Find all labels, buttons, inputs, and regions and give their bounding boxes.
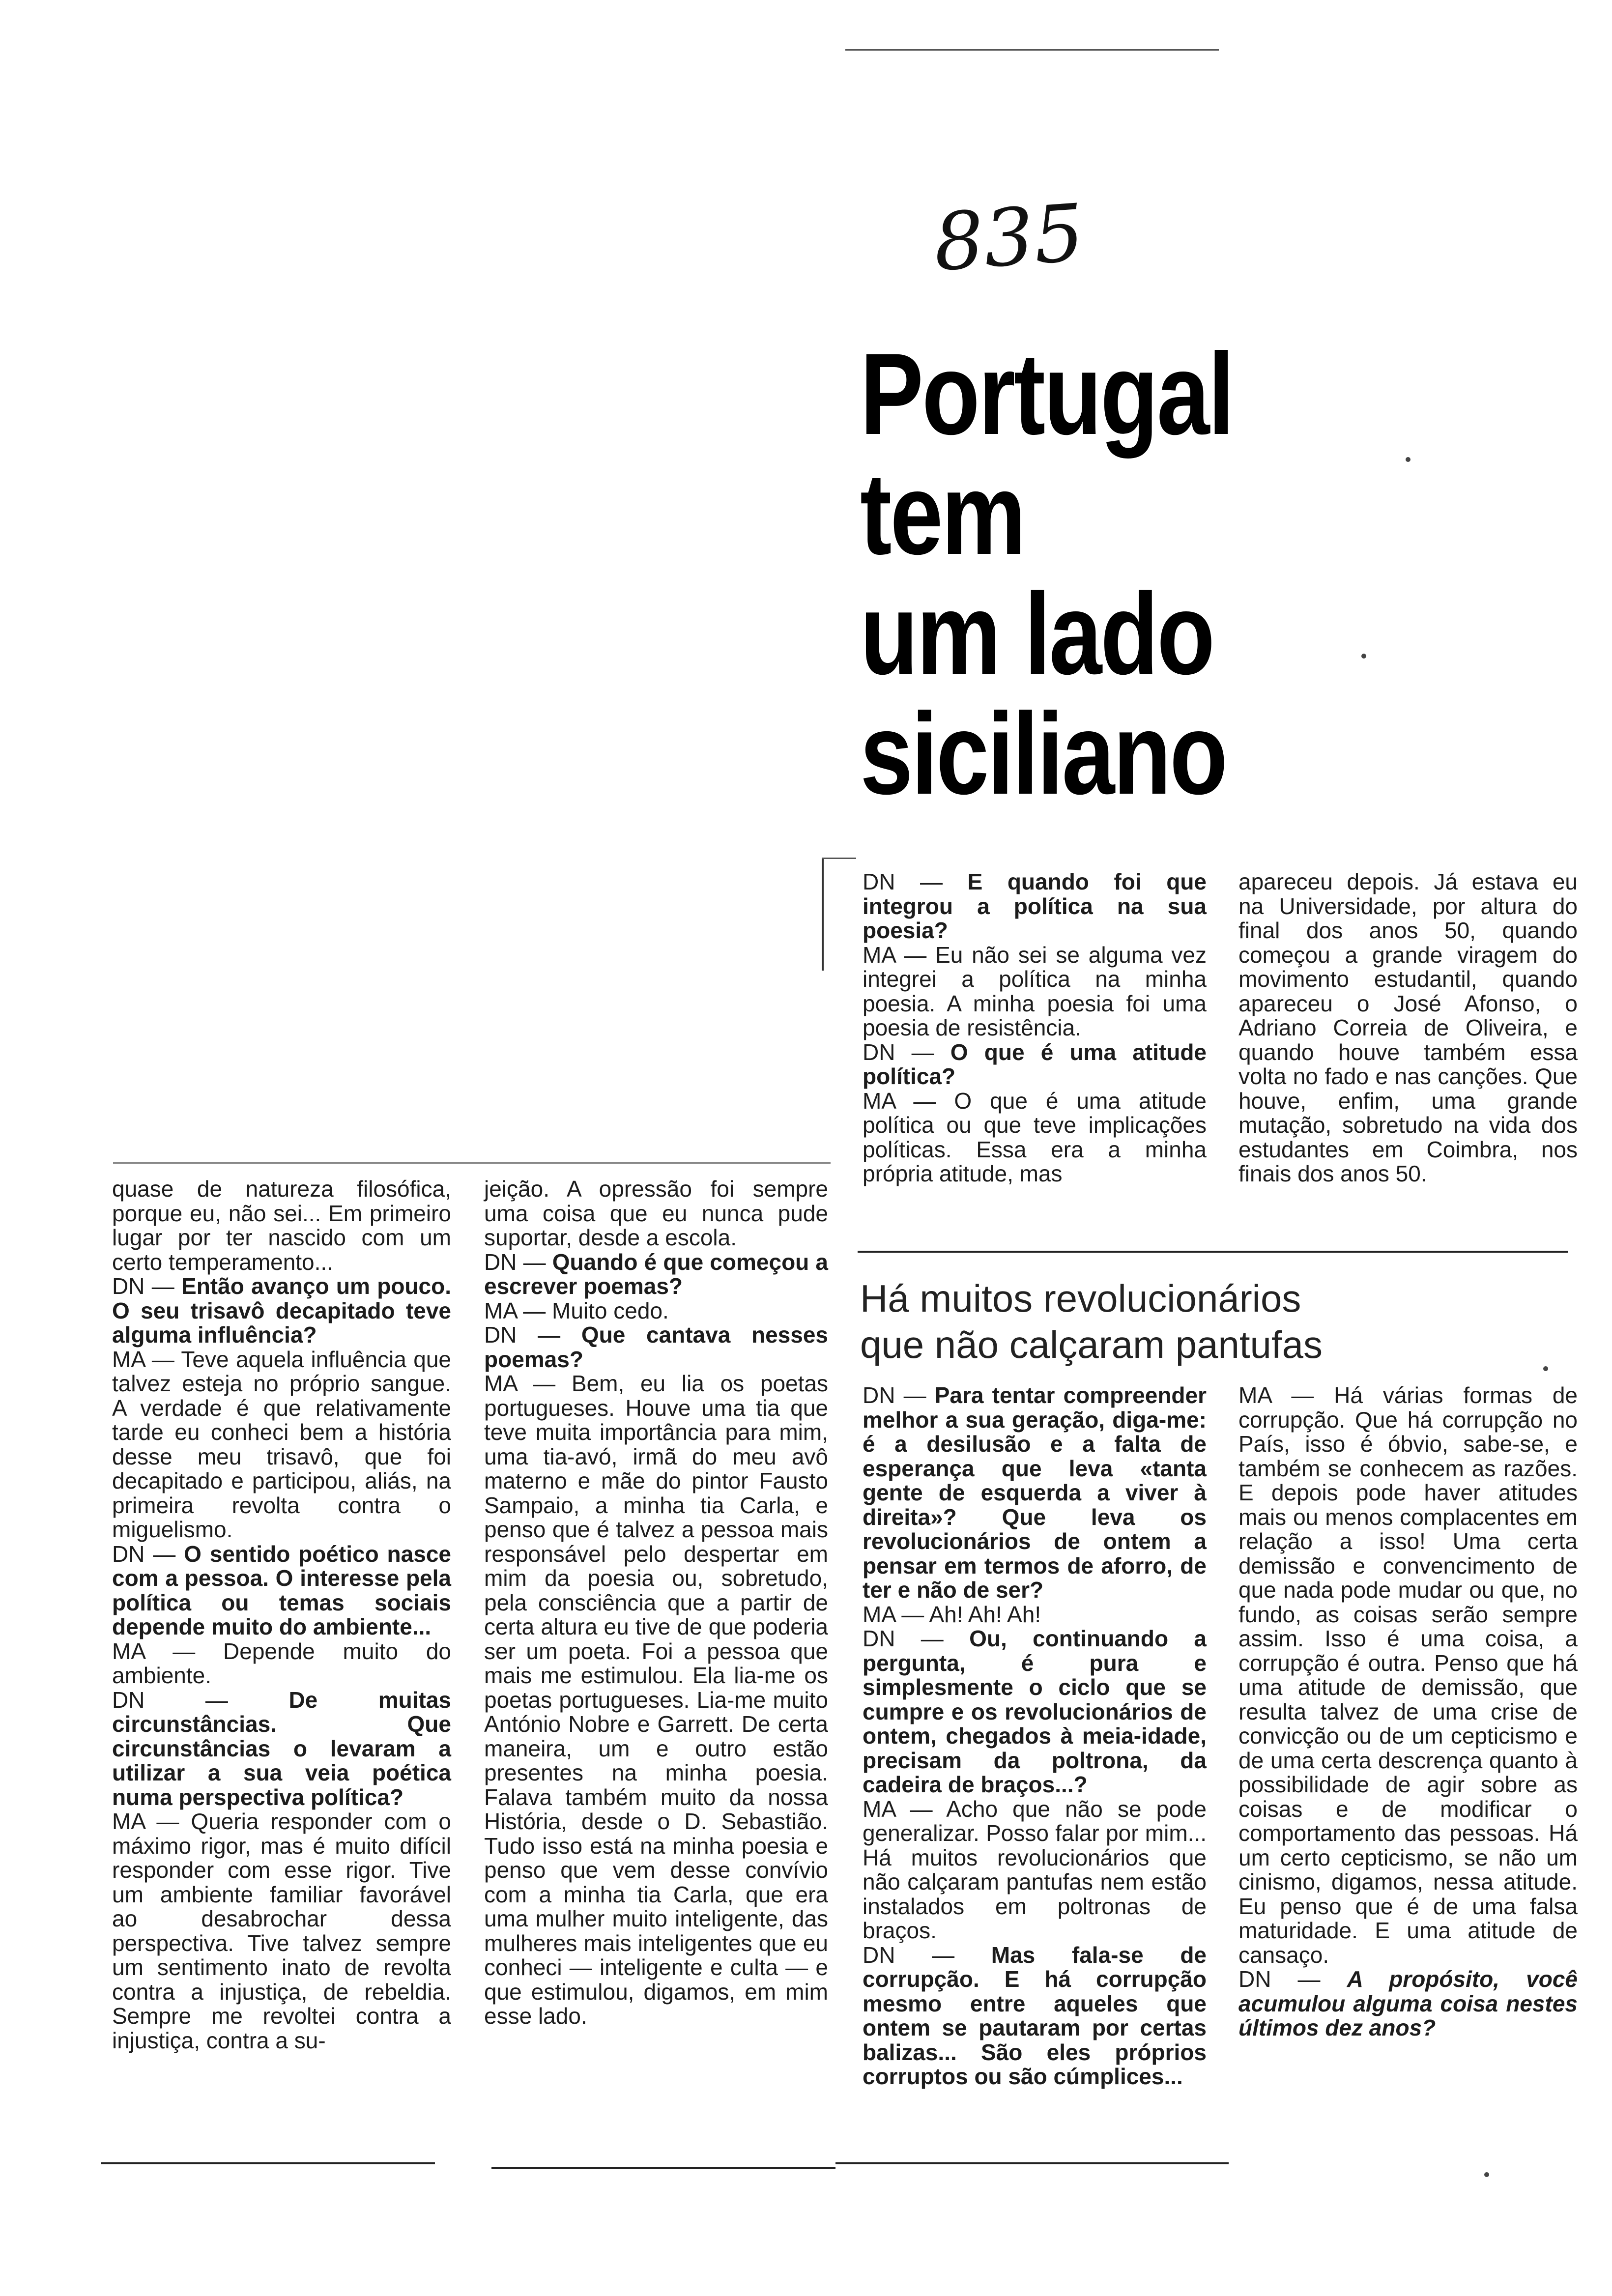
question-paragraph [484, 1250, 828, 1299]
question-paragraph [112, 1274, 451, 1348]
column-4-top [1238, 870, 1578, 1186]
scan-speck [1361, 654, 1366, 659]
question-paragraph [863, 1383, 1207, 1603]
paragraph [112, 1177, 451, 1274]
speaker-label: DN — [863, 1039, 950, 1065]
top-rule [845, 49, 1219, 51]
speaker-label: DN — [484, 1249, 552, 1275]
scan-speck [1484, 2172, 1489, 2177]
subheading-line: Há muitos revolucionários [860, 1277, 1301, 1320]
paragraph-text: Depende muito do ambiente. [112, 1638, 451, 1688]
speaker-label: DN — [1238, 1966, 1347, 1992]
speaker-label: DN — [863, 1626, 970, 1651]
speaker-label: MA — [112, 1808, 191, 1834]
answer-paragraph [112, 1348, 451, 1542]
column-3-bottom [863, 1383, 1207, 2089]
paragraph-text: Ah! Ah! Ah! [929, 1601, 1041, 1627]
article-corner-rule [822, 858, 824, 971]
paragraph-text: De muitas circunstâncias. Que circunstâncias o levaram a utilizar a sua veia poética numa perspectiva política? [112, 1687, 451, 1810]
speaker-label: MA — [484, 1371, 572, 1396]
paragraph-text: A propósito, você acumulou alguma coisa nestes últimos dez anos? [1238, 1966, 1578, 2040]
paragraph-text: Há várias formas de corrupção. Que há corrupção no País, isso é óbvio, sabe-se, e também se conhecem as razões. E depois pode haver atitudes mais ou menos complacentes em relação a isso! Uma certa demissão e convencimento de que nada pode mudar ou que, no fundo, as coisas serão sempre assim. Isso é uma coisa, a corrupção é outra. Penso que há uma atitude de demissão, que resulta talvez de uma crise de convicção ou de um cepticismo e de uma certa descrença quanto à possibilidade de agir sobre as coisas e de modificar o comportamento das pessoas. Há um certo cepticismo, se não um cinismo, digamos, nessa atitude. Eu penso que é de uma falsa maturidade. E uma atitude de cansaço. [1238, 1382, 1578, 1968]
paragraph-text: apareceu depois. Já estava eu na Universidade, por altura do final dos anos 50, quando começou a grande viragem do movimento estudantil, quando apareceu o José Afonso, o Adriano Correia de Oliveira, e quando houve também essa volta no fado e nas canções. Que houve, enfim, uma grande mutação, sobretudo na vida dos estudantes em Coimbra, nos finais dos anos 50. [1238, 869, 1578, 1186]
speaker-label: DN — [863, 869, 968, 894]
speaker-label: DN — [112, 1687, 289, 1713]
bottom-rule-right [835, 2162, 1229, 2164]
paragraph-text: Bem, eu lia os poetas portugueses. Houve uma tia que teve muita importância para mim, uma tia-avó, irmã do meu avô materno e mãe do pintor Fausto Sampaio, a minha tia Carla, e penso que é talvez a pessoa mais responsável pelo despertar em mim da poesia ou, sobretudo, pela consciência que a partir de certa altura eu tive de que poderia ser um poeta. Foi a pessoa que mais me estimulou. Ela lia-me os poetas portugueses. Lia-me muito António Nobre e Garrett. De certa maneira, um e outro estão presentes na minha poesia. Falava também muito da nossa História, desde o D. Sebastião. Tudo isso está na minha poesia e penso que vem desse convívio com a minha tia Carla, que era uma mulher muito inteligente, das mulheres mais inteligentes que eu conheci — inteligente e culta — e que estimulou, digamos, em mim esse lado. [484, 1371, 828, 2029]
answer-paragraph [1238, 1383, 1578, 1967]
answer-paragraph [484, 1372, 828, 2029]
column-4-bottom [1238, 1383, 1578, 2040]
scan-speck [1406, 457, 1410, 462]
speaker-label: DN — [863, 1382, 935, 1408]
headline-line: Portugal [860, 329, 1233, 459]
handwritten-page-number: 835 [930, 186, 1087, 289]
question-paragraph [863, 1943, 1207, 2089]
answer-paragraph [863, 1797, 1207, 1943]
headline-line: um lado [860, 569, 1213, 699]
answer-paragraph [112, 1809, 451, 2053]
headline-line: tem [860, 449, 1025, 579]
paragraph-text: quase de natureza filosófica, porque eu, não sei... Em primeiro lugar por ter nascido com um certo temperamento... [112, 1176, 451, 1275]
question-paragraph [484, 1323, 828, 1372]
question-paragraph [863, 1040, 1207, 1089]
speaker-label: DN — [863, 1942, 991, 1968]
scan-speck [1543, 1366, 1548, 1371]
column-1 [112, 1177, 451, 2053]
speaker-label: MA — [863, 1088, 954, 1114]
speaker-label: MA — [1238, 1382, 1334, 1408]
paragraph-text: Queria responder com o máximo rigor, mas é muito difícil responder com esse rigor. Tive um ambiente familiar favorável ao desabrochar dessa perspectiva. Tive talvez sempre um sentimento inato de revolta contra a injustiça, de rebeldia. Sempre me revoltei contra a injustiça, contra a su- [112, 1808, 451, 2053]
answer-paragraph [863, 1089, 1207, 1186]
answer-paragraph [484, 1299, 828, 1323]
subheading-rule [858, 1251, 1568, 1253]
speaker-label: MA — [112, 1638, 224, 1664]
paragraph-text: Ou, continuando a pergunta, é pura e simplesmente o ciclo que se cumpre e os revolucionários de ontem, chegados à meia-idade, precisam da poltrona, da cadeira de braços...? [863, 1626, 1207, 1797]
answer-paragraph [863, 1603, 1207, 1627]
headline-line: siciliano [860, 689, 1226, 819]
speaker-label: DN — [112, 1541, 184, 1567]
paragraph-text: Eu não sei se alguma vez integrei a política na minha poesia. A minha poesia foi uma poesia de resistência. [863, 942, 1207, 1040]
question-paragraph [863, 1627, 1207, 1797]
paragraph-text: Que cantava nesses poemas? [484, 1322, 828, 1372]
answer-paragraph [863, 943, 1207, 1040]
column-top-rule [113, 1162, 831, 1164]
paragraph [1238, 870, 1578, 1186]
question-paragraph [863, 870, 1207, 943]
bottom-rule-middle [491, 2167, 835, 2169]
answer-paragraph [112, 1639, 451, 1688]
question-paragraph [112, 1542, 451, 1639]
column-3-top [863, 870, 1207, 1186]
paragraph-text: Mas fala-se de corrupção. E há corrupção mesmo entre aqueles que ontem se pautaram por certas balizas... São eles próprios corruptos ou são cúmplices... [863, 1942, 1207, 2089]
subheading-line: que não calçaram pantufas [860, 1323, 1323, 1366]
speaker-label: DN — [112, 1273, 182, 1299]
corner-rule [822, 858, 856, 859]
speaker-label: DN — [484, 1322, 581, 1348]
question-paragraph [1238, 1967, 1578, 2040]
speaker-label: MA — [863, 942, 936, 968]
paragraph-text: Teve aquela influência que talvez esteja no próprio sangue. A verdade é que relativamente tarde eu conheci bem a história desse meu trisavô, que foi decapitado e participou, aliás, na primeira revolta contra o miguelismo. [112, 1346, 451, 1542]
speaker-label: MA — [484, 1297, 552, 1323]
bottom-rule-left [101, 2162, 435, 2164]
paragraph-text: Quando é que começou a escrever poemas? [484, 1249, 829, 1299]
paragraph-text: Acho que não se pode generalizar. Posso falar por mim... Há muitos revolucionários que não calçaram pantufas nem estão instalados em poltronas de braços. [863, 1796, 1207, 1943]
subheading [860, 1275, 1352, 1368]
paragraph-text: O que é uma atitude política? [863, 1039, 1207, 1089]
paragraph-text: Para tentar compreender melhor a sua geração, diga-me: é a desilusão e a falta de esperança que leva «tanta gente de esquerda a viver à direita»? Que leva os revolucionários de ontem a pensar em termos de aforro, de ter e não de ser? [863, 1382, 1207, 1603]
paragraph-text: Muito cedo. [552, 1297, 669, 1323]
headline [860, 329, 1263, 819]
column-2 [484, 1177, 828, 2029]
paragraph [484, 1177, 828, 1250]
paragraph-text: O sentido poético nasce com a pessoa. O interesse pela política ou temas sociais depende muito do ambiente... [112, 1541, 451, 1639]
paragraph-text: jeição. A opressão foi sempre uma coisa que eu nunca pude suportar, desde a escola. [484, 1176, 828, 1250]
paragraph-text: E quando foi que integrou a política na sua poesia? [863, 869, 1207, 943]
speaker-label: MA — [863, 1601, 929, 1627]
speaker-label: MA — [863, 1796, 947, 1822]
paragraph-text: Então avanço um pouco. O seu trisavô decapitado teve alguma influência? [112, 1273, 451, 1348]
paragraph-text: O que é uma atitude política ou que teve implicações políticas. Essa era a minha própria atitude, mas [863, 1088, 1207, 1186]
speaker-label: MA — [112, 1346, 181, 1372]
question-paragraph [112, 1688, 451, 1810]
